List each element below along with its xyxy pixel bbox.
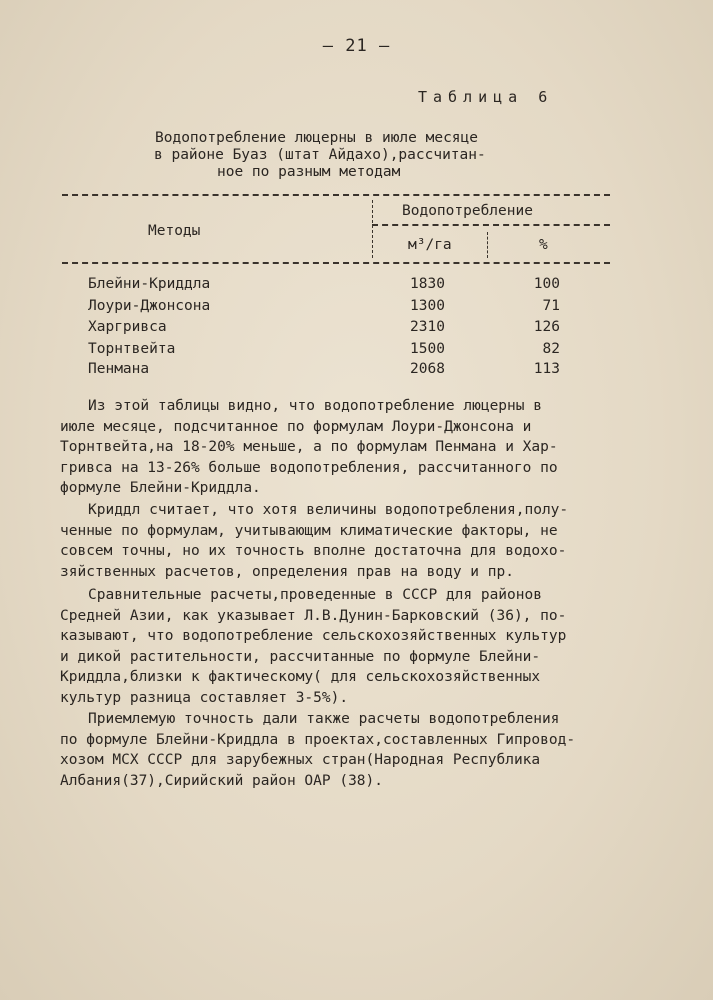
cell-method: Харгривса xyxy=(88,319,167,335)
cell-m3: 2068 xyxy=(410,361,445,377)
caption-line: ное по разным методам xyxy=(217,164,401,180)
cell-percent: 113 xyxy=(533,361,560,377)
cell-method: Лоури-Джонсона xyxy=(88,298,211,314)
text-line: Сравнительные расчеты,проведенные в СССР для районов xyxy=(88,587,542,603)
cell-percent: 71 xyxy=(542,298,560,314)
table-header-bottom-rule xyxy=(62,262,610,264)
text-line: Приемлемую точность дали также расчеты водопотребления xyxy=(88,711,560,727)
cell-m3: 1830 xyxy=(410,276,445,292)
table-row xyxy=(88,319,568,339)
table-column-divider xyxy=(372,200,373,258)
text-line: Торнтвейта,на 18-20% меньше, а по формулам Пенмана и Хар- xyxy=(60,439,558,456)
header-percent: % xyxy=(539,237,548,253)
text-line: зяйственных расчетов, определения прав на воду и пр. xyxy=(60,563,514,580)
paragraph xyxy=(60,585,618,709)
text-line: совсем точны, но их точность вполне достаточна для водохо- xyxy=(60,543,567,560)
text-line: ченные по формулам, учитывающим климатические факторы, не xyxy=(60,522,558,539)
text-line: Из этой таблицы видно, что водопотребление люцерны в xyxy=(88,398,542,414)
header-consumption: Водопотребление xyxy=(402,203,533,219)
paragraph xyxy=(60,396,618,499)
header-unit: м³/га xyxy=(408,237,452,253)
caption-line: в районе Буаз (штат Айдахо),рассчитан- xyxy=(154,147,486,163)
text-line: Средней Азии, как указывает Л.В.Дунин-Барковский (36), по- xyxy=(60,607,567,624)
table-label: Таблица 6 xyxy=(418,88,554,106)
table-row xyxy=(88,276,568,296)
text-line: казывают, что водопотребление сельскохозяйственных культур xyxy=(60,628,567,645)
text-line: Албания(37),Сирийский район ОАР (38). xyxy=(60,772,384,789)
cell-m3: 2310 xyxy=(410,319,445,335)
text-line: июле месяце, подсчитанное по формулам Лоури-Джонсона и xyxy=(60,418,532,435)
cell-m3: 1300 xyxy=(410,298,445,314)
table-row xyxy=(88,361,568,381)
header-methods: Методы xyxy=(148,223,201,239)
cell-method: Блейни-Криддла xyxy=(88,276,211,292)
text-line: по формуле Блейни-Криддла в проектах,составленных Гипровод- xyxy=(60,731,576,748)
paragraph xyxy=(60,500,618,582)
text-line: хозом МСХ СССР для зарубежных стран(Народная Республика xyxy=(60,752,541,769)
cell-percent: 82 xyxy=(542,341,560,357)
cell-method: Торнтвейта xyxy=(88,341,176,357)
table-top-rule xyxy=(62,194,610,196)
cell-percent: 126 xyxy=(533,319,560,335)
page-number: — 21 — xyxy=(322,36,391,56)
text-line: и дикой растительности, рассчитанные по формуле Блейни- xyxy=(60,648,541,665)
text-line: Криддла,близки к фактическому( для сельскохозяйственных xyxy=(60,669,541,686)
text-line: культур разница составляет 3-5%). xyxy=(60,689,349,706)
table-header-mid-rule xyxy=(372,224,610,226)
cell-percent: 100 xyxy=(533,276,560,292)
table-subcolumn-divider xyxy=(487,232,488,258)
caption-line: Водопотребление люцерны в июле месяце xyxy=(155,130,479,146)
text-line: формуле Блейни-Криддла. xyxy=(60,480,261,497)
cell-method: Пенмана xyxy=(88,361,150,377)
table-row xyxy=(88,341,568,361)
cell-m3: 1500 xyxy=(410,341,445,357)
text-line: гривса на 13-26% больше водопотребления, рассчитанного по xyxy=(60,459,558,476)
table-caption xyxy=(100,130,660,181)
table-row xyxy=(88,298,568,318)
paragraph xyxy=(60,709,618,791)
text-line: Криддл считает, что хотя величины водопотребления,полу- xyxy=(88,502,569,518)
